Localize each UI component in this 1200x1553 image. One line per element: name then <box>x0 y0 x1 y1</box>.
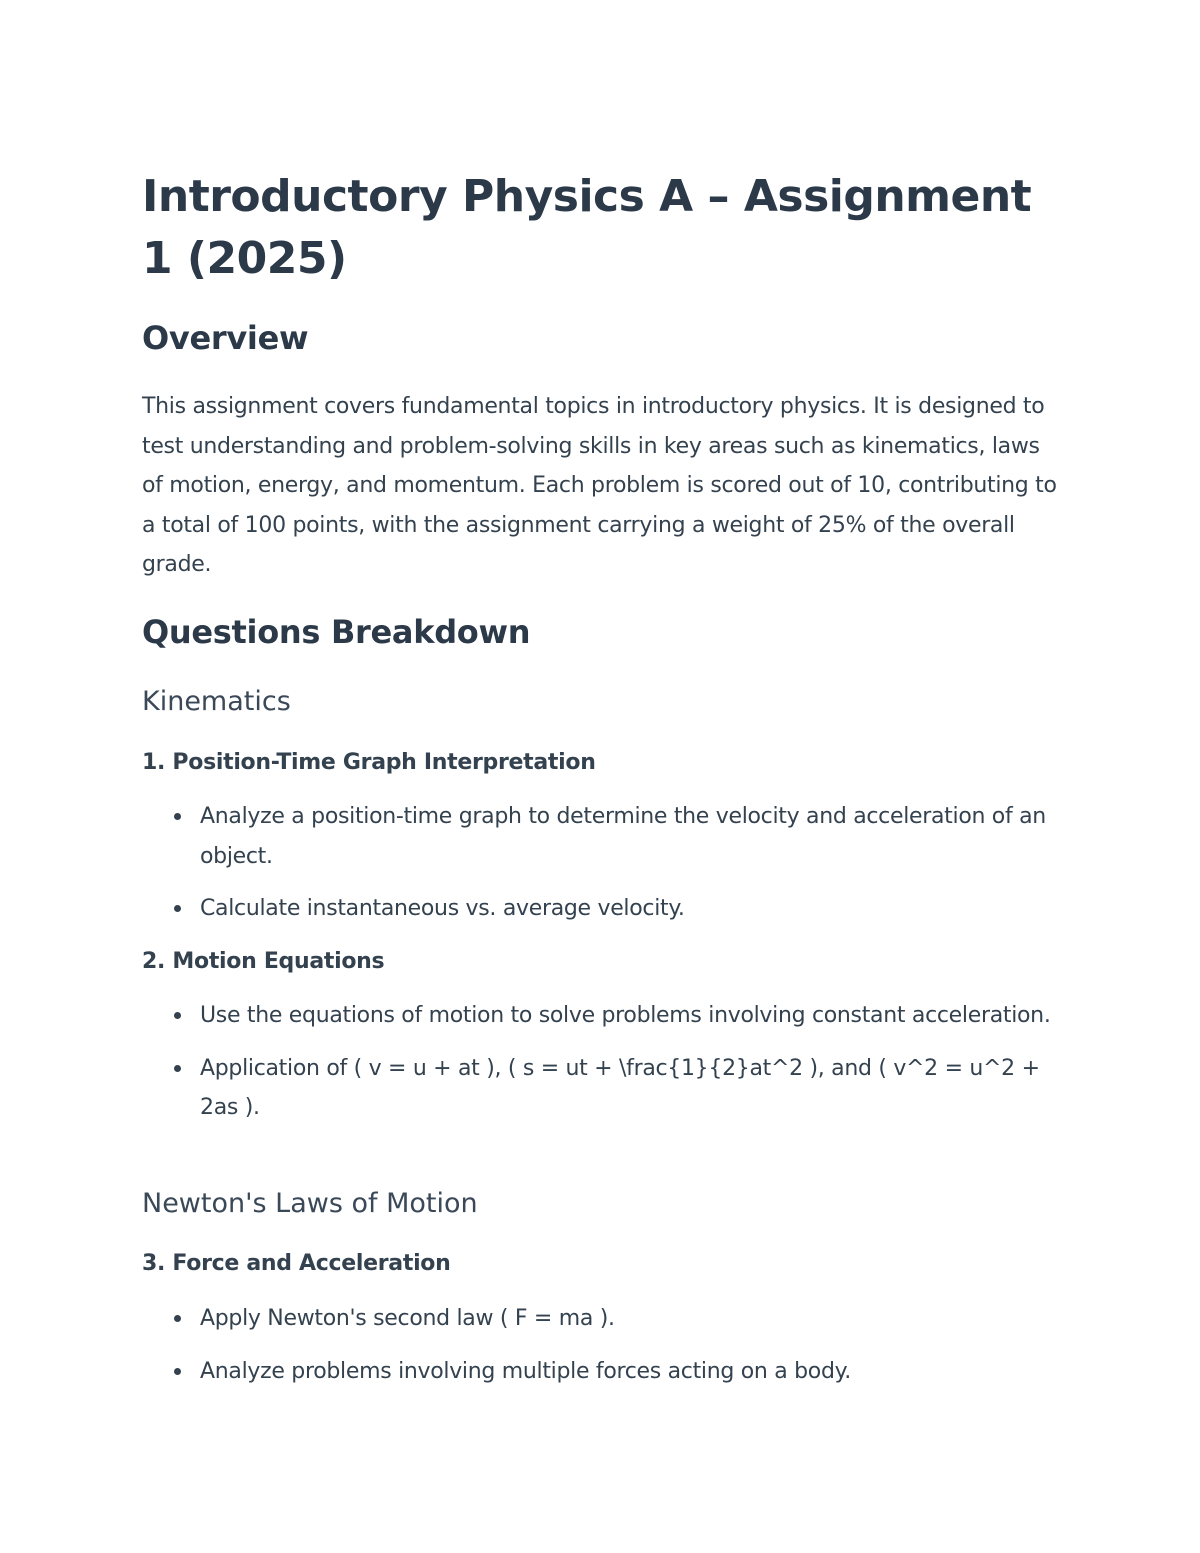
bullet-icon <box>174 1368 181 1375</box>
question-2-bullets <box>172 996 1062 1141</box>
question-title-3: 3. Force and Acceleration <box>142 1251 451 1276</box>
list-item <box>172 996 1062 1036</box>
list-item <box>172 1352 1062 1392</box>
list-item <box>172 797 1062 876</box>
bullet-text: Analyze problems involving multiple forces acting on a body. <box>200 1358 851 1384</box>
bullet-icon <box>174 1065 181 1072</box>
questions-breakdown-heading: Questions Breakdown <box>142 613 531 651</box>
document-title: Introductory Physics A – Assignment 1 (2025) <box>142 171 1032 284</box>
bullet-icon <box>174 813 181 820</box>
bullet-text: Use the equations of motion to solve problems involving constant acceleration. <box>200 1003 1051 1028</box>
bullet-text: Calculate instantaneous vs. average velocity. <box>200 896 685 921</box>
bullet-text: Analyze a position-time graph to determine the velocity and acceleration of an object. <box>200 804 1046 869</box>
overview-paragraph: This assignment covers fundamental topics in introductory physics. It is designed to test understanding and problem-solving skills in key areas such as kinematics, laws of motion, energy, and momentum. Each problem is scored out of 10, contributing to a total of 100 points, with the assignment carrying a weight of 25% of the overall grade. <box>142 394 1057 577</box>
bullet-text: Apply Newton's second law ( F = ma ). <box>200 1306 615 1331</box>
question-1-bullets <box>172 797 1062 942</box>
question-title-2: 2. Motion Equations <box>142 949 385 974</box>
section-heading-newtons-laws: Newton's Laws of Motion <box>142 1188 478 1219</box>
bullet-icon <box>174 905 181 912</box>
question-title-1: 1. Position-Time Graph Interpretation <box>142 750 596 775</box>
bullet-text: Application of ( v = u + at ), ( s = ut + \frac{1}{2}at^2 ), and ( v^2 = u^2 + 2as ). <box>200 1055 1040 1120</box>
list-item <box>172 1049 1062 1128</box>
bullet-icon <box>174 1315 181 1322</box>
section-heading-kinematics: Kinematics <box>142 686 291 717</box>
overview-heading: Overview <box>142 319 309 357</box>
question-3-bullets <box>172 1299 1062 1404</box>
bullet-icon <box>174 1012 181 1019</box>
list-item <box>172 889 1062 929</box>
list-item <box>172 1299 1062 1339</box>
